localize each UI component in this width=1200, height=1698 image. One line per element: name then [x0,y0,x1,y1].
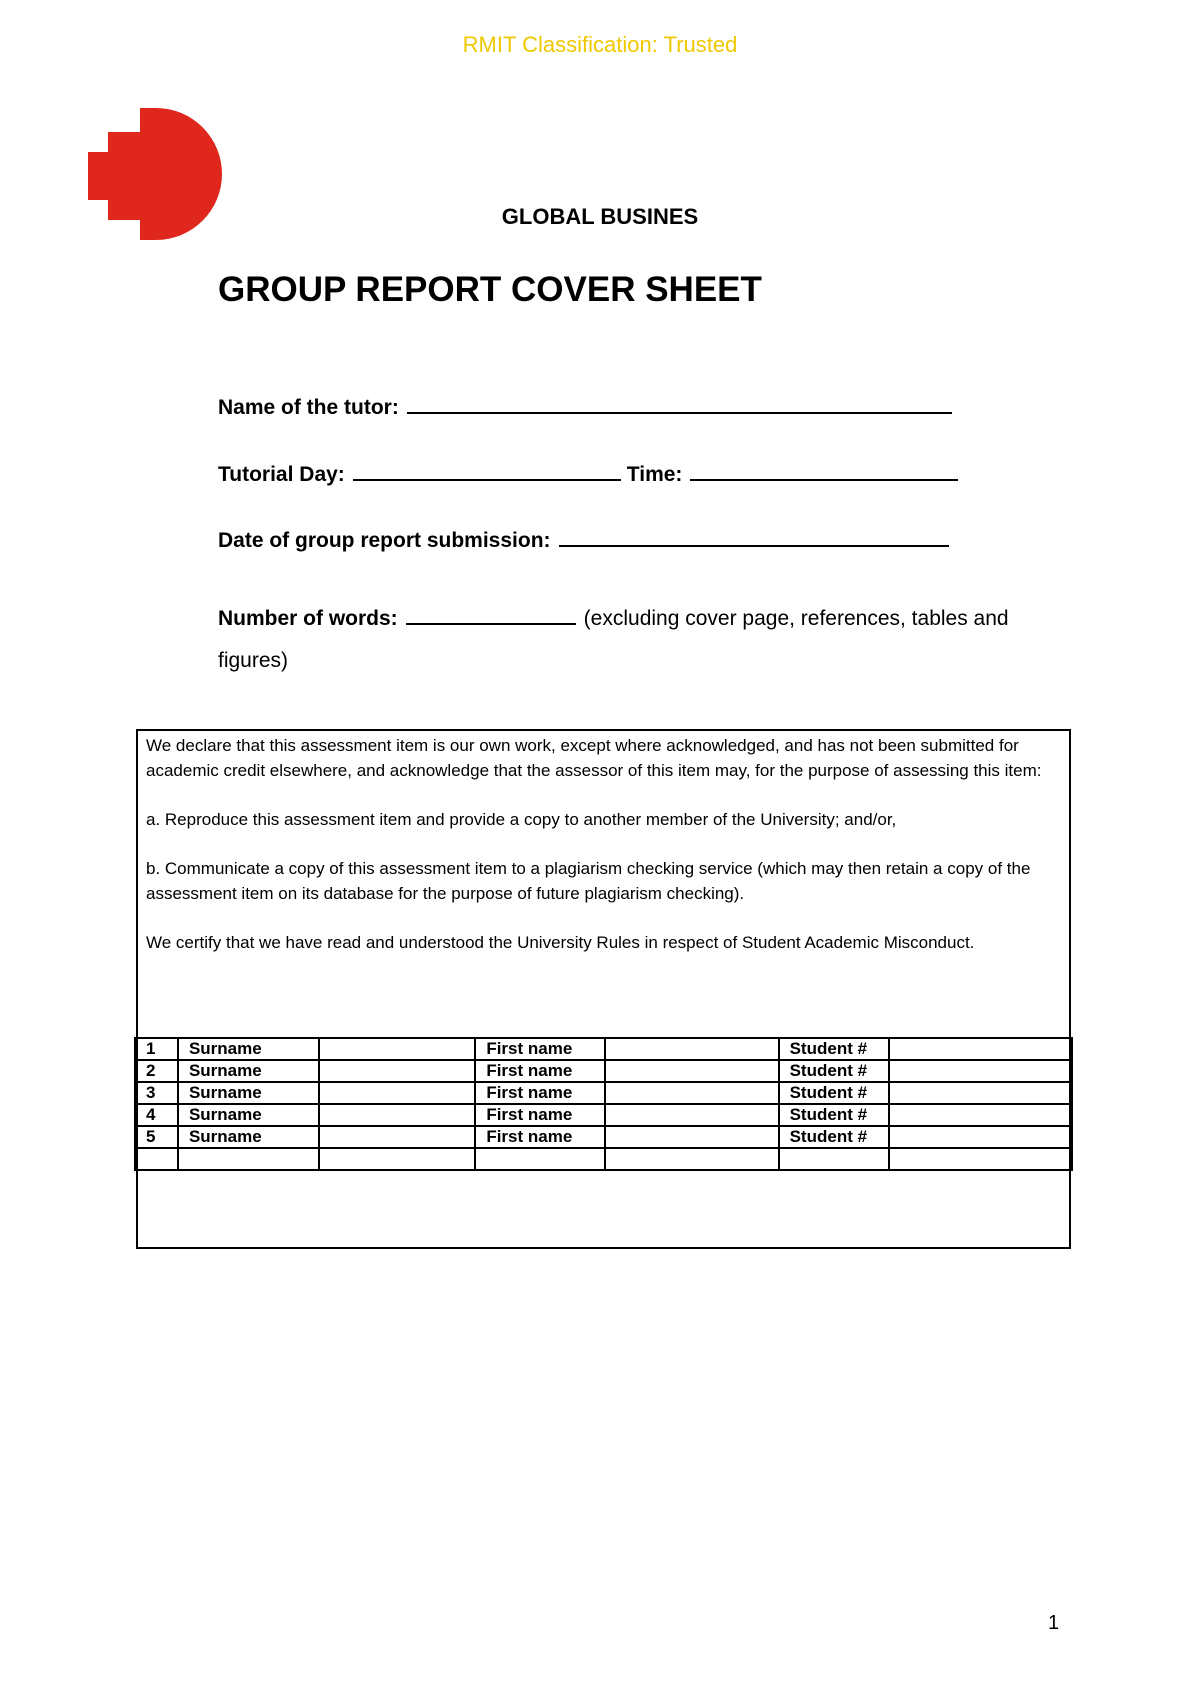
words-field [218,605,1009,631]
first-name-label: First name [475,1038,605,1060]
student-number-cell[interactable] [889,1038,1073,1060]
first-name-label: First name [475,1104,605,1126]
tutor-input-line[interactable] [407,394,952,414]
tutorial-day-field [218,461,958,487]
time-label: Time: [626,463,683,486]
student-number-cell[interactable] [889,1082,1073,1104]
student-number-cell[interactable] [889,1104,1073,1126]
table-row [135,1060,1072,1082]
row-number: 3 [135,1082,178,1104]
tutorial-day-label: Tutorial Day: [218,463,345,486]
table-row [135,1148,1072,1170]
surname-cell[interactable] [319,1060,476,1082]
first-name-label [475,1148,605,1170]
tutorial-day-input-line[interactable] [353,461,621,481]
row-number: 2 [135,1060,178,1082]
row-number: 5 [135,1126,178,1148]
first-name-cell[interactable] [605,1104,778,1126]
surname-cell[interactable] [319,1148,476,1170]
student-number-label: Student # [779,1038,889,1060]
document-title: GROUP REPORT COVER SHEET [218,270,762,309]
words-note-continued: figures) [218,649,289,672]
first-name-cell[interactable] [605,1038,778,1060]
table-row [135,1082,1072,1104]
tutor-label: Name of the tutor: [218,396,399,419]
submission-date-label: Date of group report submission: [218,529,551,552]
row-number: 1 [135,1038,178,1060]
first-name-cell[interactable] [605,1148,778,1170]
submission-date-input-line[interactable] [559,527,949,547]
row-number: 4 [135,1104,178,1126]
words-note: (excluding cover page, references, tables and [583,607,1009,630]
surname-label: Surname [178,1082,319,1104]
student-number-cell[interactable] [889,1126,1073,1148]
tutor-field [218,394,952,420]
surname-cell[interactable] [319,1126,476,1148]
first-name-cell[interactable] [605,1060,778,1082]
first-name-cell[interactable] [605,1126,778,1148]
surname-cell[interactable] [319,1082,476,1104]
student-number-label: Student # [779,1126,889,1148]
table-row [135,1126,1072,1148]
student-number-cell[interactable] [889,1060,1073,1082]
declaration-text [146,733,1061,979]
surname-label: Surname [178,1104,319,1126]
submission-date-field [218,527,949,553]
table-row [135,1104,1072,1126]
department-heading: GLOBAL BUSINES [501,204,699,229]
surname-cell[interactable] [319,1038,476,1060]
surname-cell[interactable] [319,1104,476,1126]
first-name-cell[interactable] [605,1082,778,1104]
surname-label: Surname [178,1060,319,1082]
time-input-line[interactable] [690,461,958,481]
student-number-label: Student # [779,1104,889,1126]
student-number-label [779,1148,889,1170]
table-row [135,1038,1072,1060]
surname-label: Surname [178,1038,319,1060]
declaration-point-a: a. Reproduce this assessment item and provide a copy to another member of the University; and/or, [146,810,897,829]
words-label: Number of words: [218,607,398,630]
first-name-label: First name [475,1082,605,1104]
declaration-certify: We certify that we have read and understood the University Rules in respect of Student Academic Misconduct. [146,933,975,952]
student-number-label: Student # [779,1082,889,1104]
student-number-label: Student # [779,1060,889,1082]
student-number-cell[interactable] [889,1148,1073,1170]
student-table [134,1037,1073,1171]
first-name-label: First name [475,1126,605,1148]
surname-label: Surname [178,1126,319,1148]
first-name-label: First name [475,1060,605,1082]
declaration-point-b: b. Communicate a copy of this assessment item to a plagiarism checking service (which may then retain a copy of the assessment item on its database for the purpose of future plagiarism checking). [146,859,1031,903]
page-number: 1 [1048,1612,1060,1634]
surname-label [178,1148,319,1170]
classification-label: RMIT Classification: Trusted [462,32,738,57]
declaration-intro: We declare that this assessment item is our own work, except where acknowledged, and has not been submitted for academic credit elsewhere, and acknowledge that the assessor of this item may, for the purpose of assessing this item: [146,736,1042,780]
row-number [135,1148,178,1170]
words-input-line[interactable] [406,605,576,625]
